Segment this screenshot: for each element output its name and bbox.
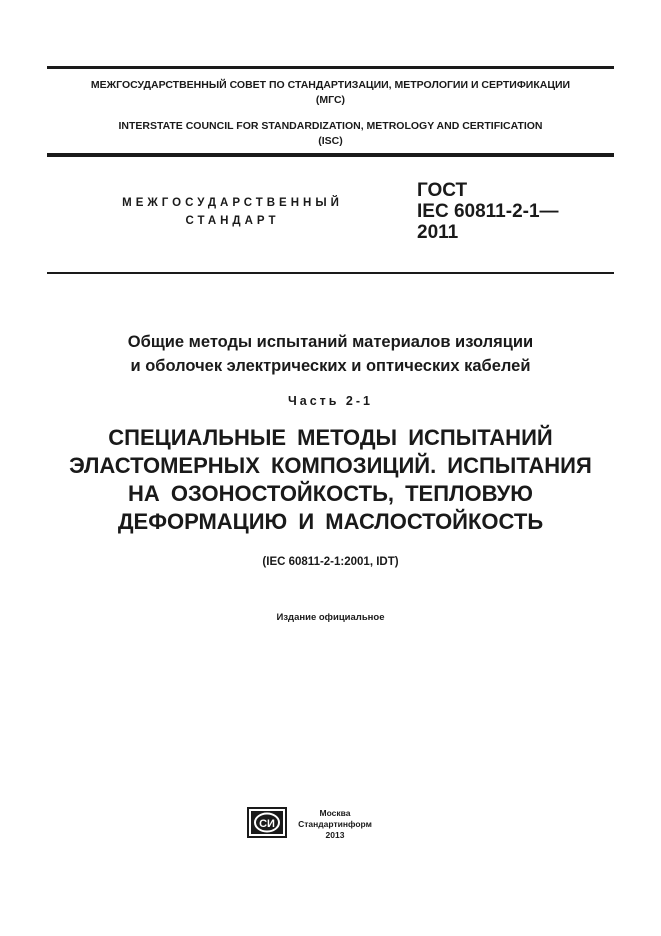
council-en-line2: (ISC) (318, 135, 343, 147)
publisher-logo (247, 807, 287, 838)
publisher-year: 2013 (325, 830, 345, 840)
main-title-line2: ЭЛАСТОМЕРНЫХ КОМПОЗИЦИЙ. ИСПЫТАНИЯ (69, 453, 592, 478)
designation-rule (47, 272, 614, 274)
general-title-line2: и оболочек электрических и оптических кабелей (130, 357, 531, 375)
general-title-line1: Общие методы испытаний материалов изоляции (127, 333, 534, 351)
identity-note: (IEC 60811-2-1:2001, IDT) (262, 556, 399, 568)
edition-label: Издание официальное (276, 612, 385, 623)
designation-line3: 2011 (417, 222, 459, 243)
top-rule (47, 66, 614, 69)
main-title-line4: ДЕФОРМАЦИЮ И МАСЛОСТОЙКОСТЬ (117, 509, 544, 534)
standard-type-line2: СТАНДАРТ (185, 215, 280, 227)
main-title (47, 424, 614, 536)
designation-line1: ГОСТ (417, 180, 468, 201)
publisher-name: Стандартинформ (298, 819, 372, 829)
publisher-logo-icon (247, 807, 287, 838)
standard-type (105, 194, 360, 230)
designation-line2: IEC 60811-2-1— (417, 201, 559, 222)
publisher-info (295, 808, 375, 841)
part-label: Часть 2-1 (287, 394, 374, 408)
general-title (47, 330, 614, 378)
main-title-line1: СПЕЦИАЛЬНЫЕ МЕТОДЫ ИСПЫТАНИЙ (108, 425, 553, 450)
publisher-logo-text: СИ (259, 818, 275, 830)
council-ru-line2: (МГС) (315, 94, 346, 106)
designation (417, 180, 607, 243)
council-en (47, 119, 614, 149)
main-title-line3: НА ОЗОНОСТОЙКОСТЬ, ТЕПЛОВУЮ (127, 481, 533, 506)
council-ru (47, 78, 614, 108)
standard-type-line1: МЕЖГОСУДАРСТВЕННЫЙ (122, 197, 343, 209)
header-rule (47, 153, 614, 157)
council-ru-line1: МЕЖГОСУДАРСТВЕННЫЙ СОВЕТ ПО СТАНДАРТИЗАЦИИ, МЕТРОЛОГИИ И СЕРТИФИКАЦИИ (90, 79, 571, 91)
publisher-city: Москва (319, 808, 351, 818)
council-en-line1: INTERSTATE COUNCIL FOR STANDARDIZATION, METROLOGY AND CERTIFICATION (118, 120, 543, 132)
